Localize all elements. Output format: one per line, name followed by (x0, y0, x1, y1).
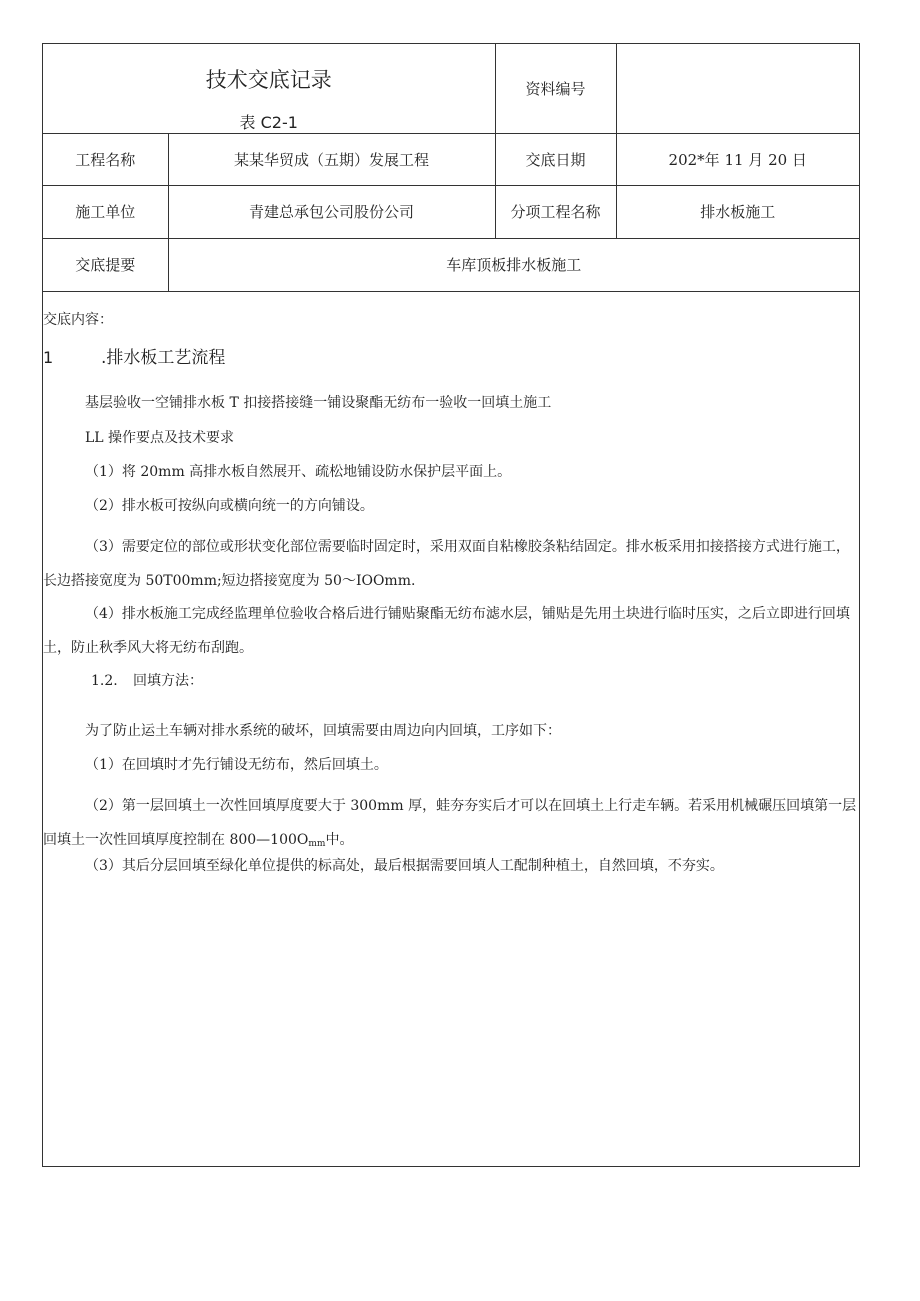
summary-label: 交底提要 (43, 238, 168, 291)
record-form (42, 43, 860, 1167)
process-flow: 基层验收一空铺排水板 T 扣接搭接缝一铺设聚酯无纺布一验收一回填土施工 (85, 395, 552, 411)
step-1: （1）将 20mm 高排水板自然展开、疏松地铺设防水保护层平面上。 (85, 464, 512, 480)
backfill-step-3: （3）其后分层回填至绿化单位提供的标高处，最后根据需要回填人工配制种植土，自然回填，不夯实。 (85, 858, 724, 874)
section-ll-title: LL 操作要点及技术要求 (85, 430, 235, 446)
content-label: 交底内容： (43, 312, 113, 328)
summary-value: 车库顶板排水板施工 (168, 238, 859, 291)
section-1-2-title: 回填方法： (133, 673, 203, 689)
project-value: 某某华贸成（五期）发展工程 (168, 133, 495, 185)
form-number: 表 C2-1 (239, 113, 298, 132)
date-value: 202*年 11 月 20 日 (616, 133, 859, 185)
contractor-value: 青建总承包公司股份公司 (168, 185, 495, 238)
backfill-step-2-unit: mm (308, 839, 326, 849)
section-1-heading (43, 348, 859, 372)
sub-project-label: 分项工程名称 (495, 185, 616, 238)
backfill-step-2-end: 中。 (325, 832, 354, 848)
project-label: 工程名称 (43, 133, 168, 185)
doc-no-label: 资料编号 (495, 44, 616, 133)
header-table (43, 44, 859, 292)
section-1-number: 1 (43, 348, 54, 367)
section-1-2-number: 1.2. (91, 673, 118, 689)
date-label: 交底日期 (495, 133, 616, 185)
backfill-step-2 (43, 789, 859, 861)
contractor-label: 施工单位 (43, 185, 168, 238)
doc-no-value[interactable] (616, 44, 859, 133)
backfill-step-1: （1）在回填时才先行铺设无纺布，然后回填土。 (85, 757, 388, 773)
backfill-intro: 为了防止运土车辆对排水系统的破坏，回填需要由周边向内回填，工序如下： (85, 723, 561, 739)
section-1-title: .排水板工艺流程 (101, 348, 226, 368)
sub-project-value: 排水板施工 (616, 185, 859, 238)
step-3: （3）需要定位的部位或形状变化部位需要临时固定时，采用双面自粘橡胶条粘结固定。排水板采用扣接搭接方式进行施工，长边搭接宽度为 50T00mm;短边搭接宽度为 50～IOOmm. (43, 539, 850, 589)
backfill-step-2-text: （2）第一层回填土一次性回填厚度要大于 300mm 厚，蛙夯夯实后才可以在回填土上行走车辆。若采用机械碾压回填第一层回填土一次性回填厚度控制在 800—100O (43, 798, 857, 848)
step-4: （4）排水板施工完成经监理单位验收合格后进行铺贴聚酯无纺布滤水层，铺贴是先用土块进行临时压实，之后立即进行回填土，防止秋季风大将无纺布刮跑。 (43, 606, 850, 656)
form-title: 技术交底记录 (205, 68, 332, 92)
step-2: （2）排水板可按纵向或横向统一的方向铺设。 (85, 498, 374, 514)
title-cell (43, 44, 495, 133)
